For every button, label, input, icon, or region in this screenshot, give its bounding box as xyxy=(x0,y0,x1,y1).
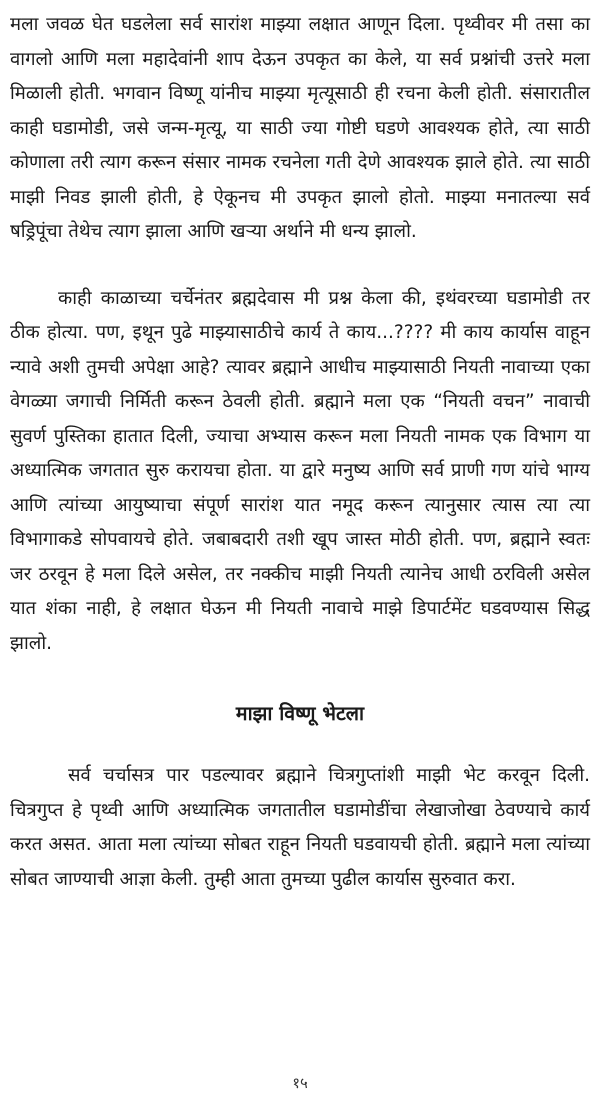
page-number: १५ xyxy=(292,1074,308,1092)
paragraph-3: सर्व चर्चासत्र पार पडल्यावर ब्रह्माने चित्रगुप्तांशी माझी भेट करवून दिली. चित्रगुप्त हे पृथ्वी आणि अध्यात्मिक जगतातील घडामोडींचा लेखाजोखा ठेवण्याचे कार्य करत असत. आता मला त्यांच्या सोबत राहून नियती घडवायची होती. ब्रह्माने मला त्यांच्या सोबत जाण्याची आज्ञा केली. तुम्ही आता तुमच्या पुढील कार्यास सुरुवात करा. xyxy=(10,765,590,890)
section-heading: माझा विष्णू भेटला xyxy=(235,702,365,725)
paragraph-1: मला जवळ घेत घडलेला सर्व सारांश माझ्या लक्षात आणून दिला. पृथ्वीवर मी तसा का वागलो आणि मला महादेवांनी शाप देऊन उपकृत का केले, या सर्व प्रश्नांची उत्तरे मला मिळाली होती. भगवान विष्णू यांनीच माझ्या मृत्यूसाठी ही रचना केली होती. संसारातील काही घडामोडी, जसे जन्म-मृत्यू, या साठी ज्या गोष्टी घडणे आवश्यक होते, त्या साठी कोणाला तरी त्याग करून संसार नामक रचनेला गती देणे आवश्यक झाले होते. त्या साठी माझी निवड झाली होती, हे ऐकूनच मी उपकृत झालो होतो. माझ्या मनातल्या सर्व षड्रिपूंचा तेथेच त्याग झाला आणि खऱ्या अर्थाने मी धन्य झालो. xyxy=(10,14,590,242)
paragraph-2: काही काळाच्या चर्चेनंतर ब्रह्मदेवास मी प्रश्न केला की, इथंवरच्या घडामोडी तर ठीक होत्या. पण, इथून पुढे माझ्यासाठीचे कार्य ते काय...???? मी काय कार्यास वाहून न्यावे अशी तुमची अपेक्षा आहे? त्यावर ब्रह्माने आधीच माझ्यासाठी नियती नावाच्या एका वेगळ्या जगाची निर्मिती करून ठेवली होती. ब्रह्माने मला एक “नियती वचन” नावाची सुवर्ण पुस्तिका हातात दिली, ज्याचा अभ्यास करून मला नियती नामक एक विभाग या अध्यात्मिक जगतात सुरु करायचा होता. या द्वारे मनुष्य आणि सर्व प्राणी गण यांचे भाग्य आणि त्यांच्या आयुष्याचा संपूर्ण सारांश यात नमूद करून त्यानुसार त्यास त्या त्या विभागाकडे सोपवायचे होते. जबाबदारी तशी खूप जास्त मोठी होती. पण, ब्रह्माने स्वतः जर ठरवून हे मला दिले असेल, तर नक्कीच माझी नियती त्यानेच आधी ठरविली असेल यात शंका नाही, हे लक्षात घेऊन मी नियती नावाचे माझे डिपार्टमेंट घडवण्यास सिद्ध झालो. xyxy=(10,287,590,654)
